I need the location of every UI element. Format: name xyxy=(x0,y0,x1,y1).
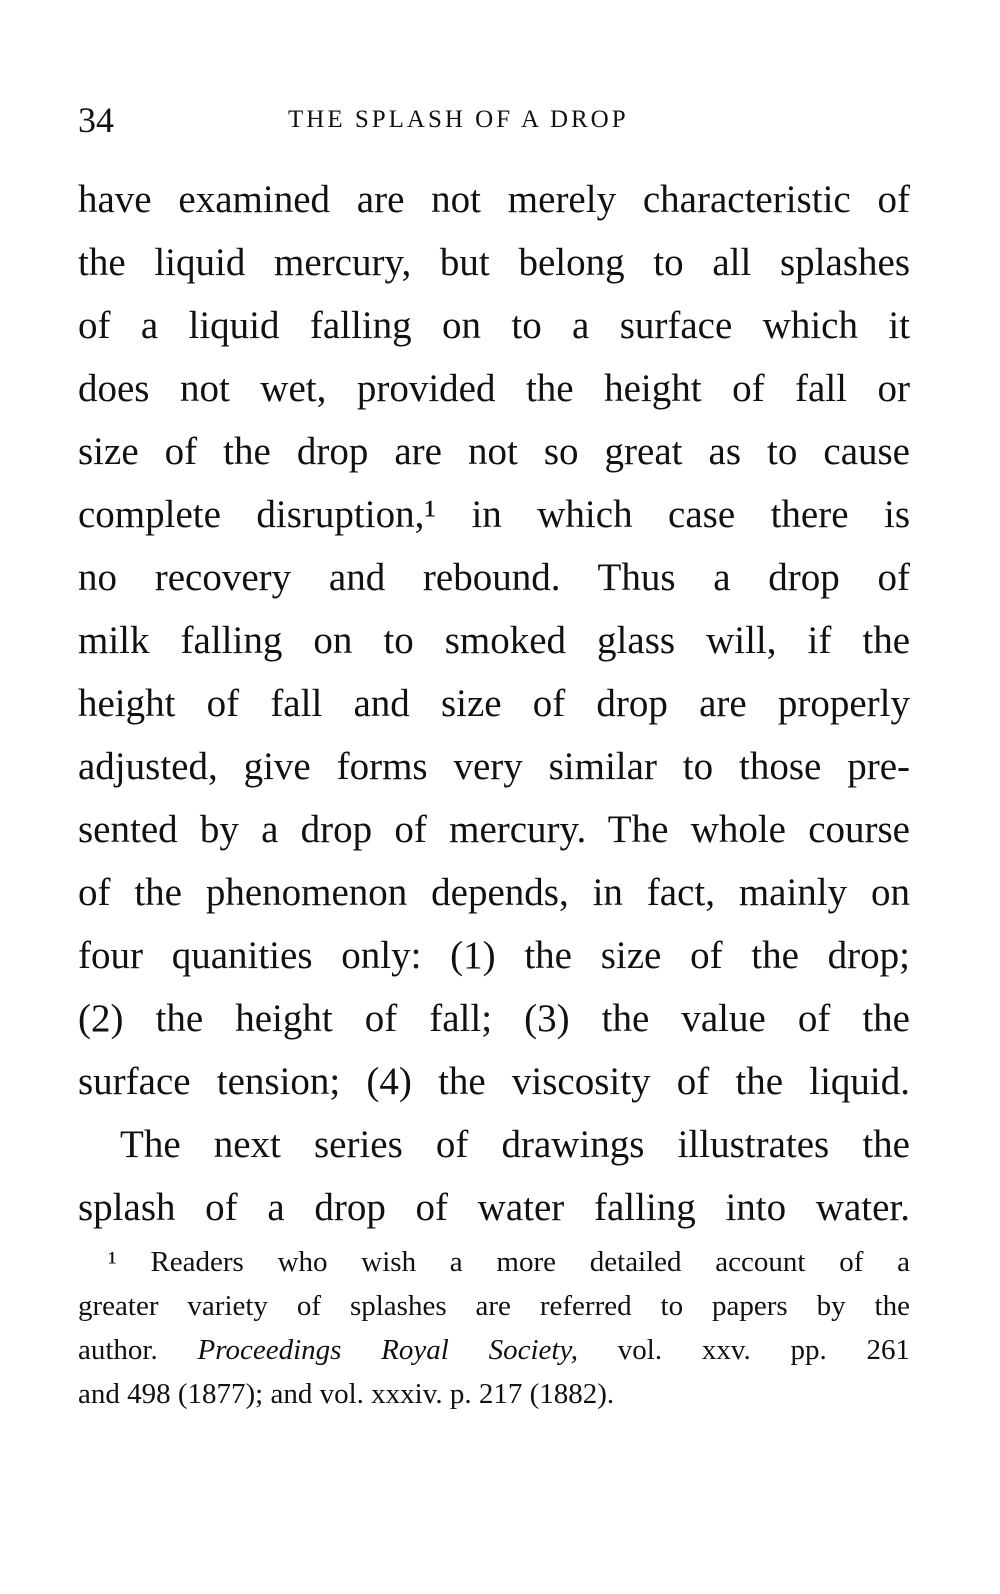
text-line: milk falling on to smoked glass will, if the xyxy=(78,619,910,662)
text-line: the liquid mercury, but belong to all splashes xyxy=(78,241,910,284)
text-line: have examined are not merely characteristic of xyxy=(78,178,910,221)
footnote-line xyxy=(78,1328,910,1372)
text-line: of the phenomenon depends, in fact, mainly on xyxy=(78,871,910,914)
footnote-line: and 498 (1877); and vol. xxxiv. p. 217 (1882). xyxy=(78,1378,615,1410)
paragraph-2 xyxy=(78,1113,910,1239)
page-number: 34 xyxy=(78,100,114,140)
running-head xyxy=(78,98,910,142)
footnote-volume: vol. xxv. pp. 261 xyxy=(617,1334,911,1366)
body-text xyxy=(78,168,910,1239)
footnote-author: author. xyxy=(78,1334,158,1366)
text-line: surface tension; (4) the viscosity of the liquid. xyxy=(78,1060,910,1103)
text-line: does not wet, provided the height of fall or xyxy=(78,367,910,410)
footnote xyxy=(78,1240,910,1416)
text-line: (2) the height of fall; (3) the value of the xyxy=(78,997,910,1040)
text-line: size of the drop are not so great as to cause xyxy=(78,430,910,473)
footnote-line: ¹ Readers who wish a more detailed account of a xyxy=(108,1246,910,1278)
text-line: no recovery and rebound. Thus a drop of xyxy=(78,556,910,599)
text-line: height of fall and size of drop are properly xyxy=(78,682,910,725)
paragraph-1 xyxy=(78,168,910,1113)
text-line: complete disruption,¹ in which case there is xyxy=(78,493,910,536)
text-line: four quanities only: (1) the size of the drop; xyxy=(78,934,910,977)
running-title: THE SPLASH OF A DROP xyxy=(288,106,629,133)
text-line: of a liquid falling on to a surface which it xyxy=(78,304,910,347)
text-line: splash of a drop of water falling into water. xyxy=(78,1186,910,1229)
text-line: adjusted, give forms very similar to those pre- xyxy=(78,745,910,788)
text-line: The next series of drawings illustrates the xyxy=(120,1123,910,1166)
footnote-line: greater variety of splashes are referred to papers by the xyxy=(78,1290,910,1322)
text-line: sented by a drop of mercury. The whole course xyxy=(78,808,910,851)
footnote-journal: Proceedings Royal Society, xyxy=(197,1334,578,1366)
